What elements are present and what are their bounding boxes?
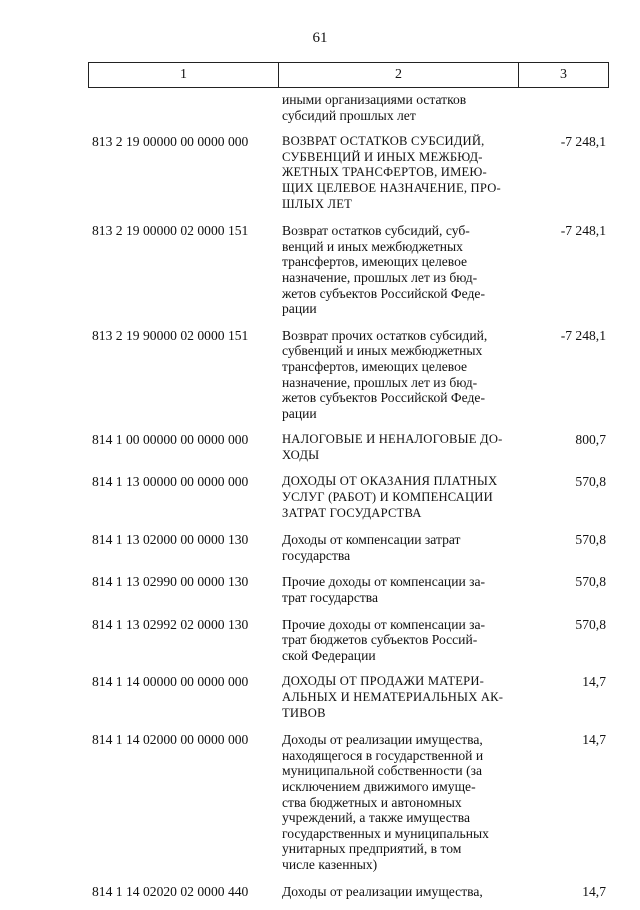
row-amount: 570,8 [575, 574, 606, 590]
budget-code: 814 1 13 02990 00 0000 130 [92, 574, 249, 590]
page-number: 61 [312, 30, 328, 46]
row-description: Доходы от реализации имущества, [282, 883, 483, 899]
budget-code: 813 2 19 90000 02 0000 151 [92, 327, 249, 343]
row-amount: 570,8 [575, 616, 606, 632]
budget-code: 814 1 13 02992 02 0000 130 [92, 616, 249, 632]
table-row [92, 134, 612, 212]
table-row [92, 674, 612, 721]
table-row [92, 732, 612, 872]
table-row [92, 92, 612, 123]
row-amount [512, 92, 612, 123]
row-amount: -7 248,1 [560, 327, 606, 343]
budget-code [92, 92, 282, 123]
column-header-1: 1 [89, 63, 279, 87]
table-row [92, 223, 612, 317]
row-description: Прочие доходы от компенсации за- трат государства [282, 574, 486, 606]
row-description: НАЛОГОВЫЕ И НЕНАЛОГОВЫЕ ДО- ХОДЫ [282, 432, 503, 462]
budget-code: 814 1 00 00000 00 0000 000 [92, 432, 249, 448]
budget-code: 814 1 13 00000 00 0000 000 [92, 474, 249, 490]
row-amount: 14,7 [582, 674, 606, 690]
row-description: Доходы от реализации имущества, находящегося в государственной и муниципальной собственности (за исключением движимого имуще- ства бюджетных и автономных учреждений, а также имущества государственных и муниципальных унитарных предприятий, в том числе казенных) [282, 732, 489, 872]
row-description: Прочие доходы от компенсации за- трат бюджетов субъектов Россий- ской Федерации [282, 616, 486, 663]
row-description: ВОЗВРАТ ОСТАТКОВ СУБСИДИЙ, СУБВЕНЦИЙ И ИНЫХ МЕЖБЮД- ЖЕТНЫХ ТРАНСФЕРТОВ, ИМЕЮ- ЩИХ ЦЕЛЕВОЕ НАЗНАЧЕНИЕ, ПРО- ШЛЫХ ЛЕТ [282, 134, 501, 211]
table-row [92, 474, 612, 521]
budget-code: 814 1 14 02020 02 0000 440 [92, 883, 249, 899]
row-description: ДОХОДЫ ОТ ПРОДАЖИ МАТЕРИ- АЛЬНЫХ И НЕМАТЕРИАЛЬНЫХ АК- ТИВОВ [282, 674, 504, 720]
table-row [92, 432, 612, 463]
row-description: ДОХОДЫ ОТ ОКАЗАНИЯ ПЛАТНЫХ УСЛУГ (РАБОТ) И КОМПЕНСАЦИИ ЗАТРАТ ГОСУДАРСТВА [282, 474, 498, 520]
column-header-3: 3 [560, 67, 567, 82]
row-description: иными организациями остатков субсидий прошлых лет [282, 92, 467, 123]
budget-code: 813 2 19 00000 00 0000 000 [92, 134, 249, 150]
table-row [92, 884, 612, 900]
row-description: Доходы от компенсации затрат государства [282, 532, 461, 563]
row-amount: -7 248,1 [560, 223, 606, 239]
table-header [88, 62, 609, 88]
table-row [92, 532, 612, 563]
row-description: Возврат прочих остатков субсидий, субвенций и иных межбюджетных трансфертов, имеющих целевое назначение, прошлых лет из бюд- жетов субъектов Российской Феде- рации [282, 327, 488, 421]
row-amount: 14,7 [582, 732, 606, 748]
row-amount: 570,8 [575, 532, 606, 548]
table-row [92, 617, 612, 664]
column-header-2: 2 [279, 63, 519, 87]
budget-code: 814 1 14 02000 00 0000 000 [92, 732, 249, 748]
table-body [92, 92, 612, 910]
row-amount: 800,7 [575, 432, 606, 448]
budget-code: 813 2 19 00000 02 0000 151 [92, 223, 249, 239]
table-row [92, 574, 612, 605]
budget-code: 814 1 14 00000 00 0000 000 [92, 674, 249, 690]
row-amount: -7 248,1 [560, 134, 606, 150]
row-amount: 14,7 [582, 883, 606, 899]
row-amount: 570,8 [575, 474, 606, 490]
table-row [92, 328, 612, 422]
budget-code: 814 1 13 02000 00 0000 130 [92, 532, 249, 548]
row-description: Возврат остатков субсидий, суб- венций и иных межбюджетных трансфертов, имеющих целевое назначение, прошлых лет из бюд- жетов субъектов Российской Феде- рации [282, 223, 485, 317]
